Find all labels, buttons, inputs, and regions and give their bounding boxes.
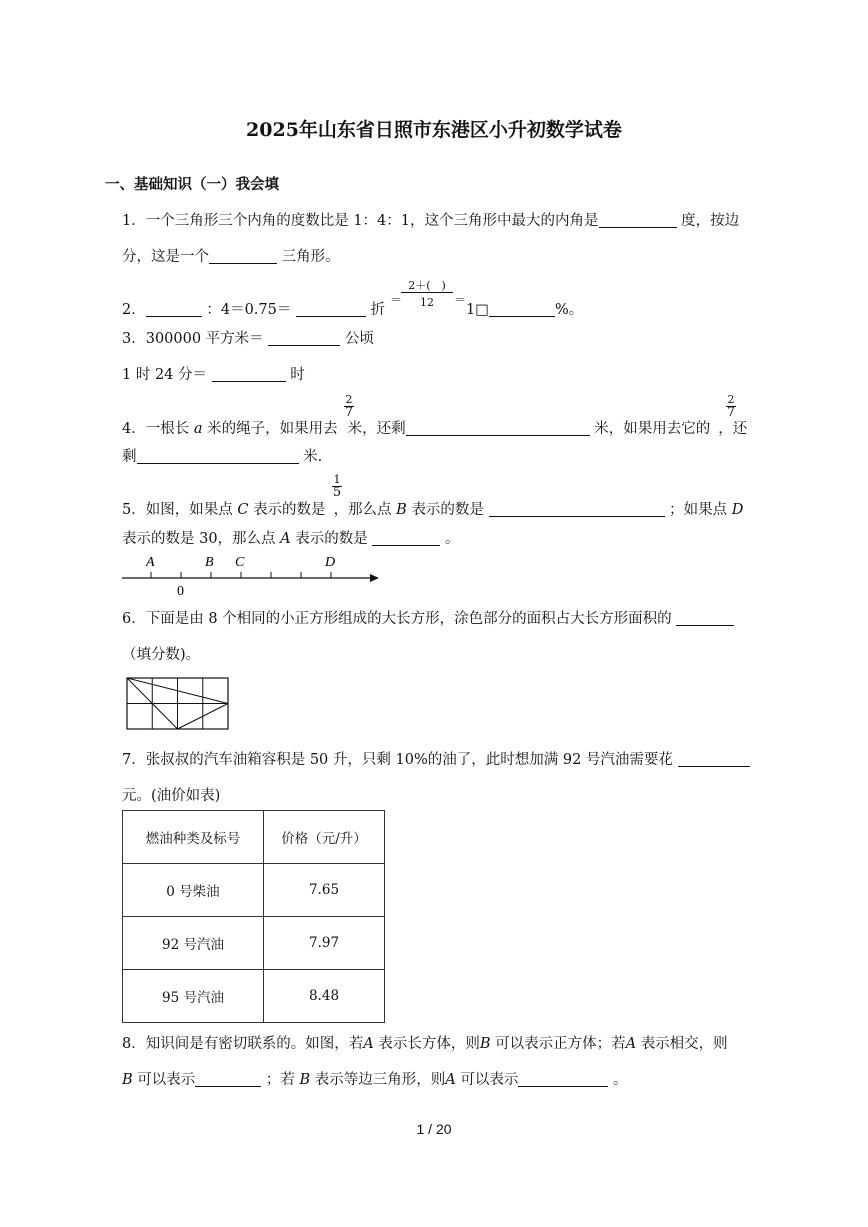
q5-var-c: C <box>237 502 249 518</box>
zero-label: 0 <box>177 584 184 599</box>
q5-fraction <box>332 474 342 499</box>
q8-blank-1[interactable] <box>195 1071 261 1087</box>
table-cell: 0 号柴油 <box>123 864 264 917</box>
q8-text-f: ；若 <box>265 1072 295 1088</box>
q2-eq-2: ＝ <box>454 293 467 307</box>
question-1-line-1 <box>122 209 739 230</box>
q1-text-b: 度，按边 <box>681 213 740 229</box>
q4-fraction-2 <box>726 394 736 419</box>
q3-blank-2[interactable] <box>212 366 286 382</box>
q8-var-b: B <box>479 1036 491 1052</box>
q5-fraction-numerator: 1 <box>333 473 341 486</box>
q2-text-b: ：4＝0.75＝ <box>206 302 292 318</box>
q3-text-b: 公顷 <box>344 331 374 347</box>
q4-text-c: 米，还剩 <box>347 421 406 437</box>
q8-text-g: 表示等边三角形，则 <box>314 1072 446 1088</box>
q8-var-a: A <box>363 1036 374 1052</box>
q5-text-g: 表示的数是 <box>295 531 368 547</box>
q2-blank-3[interactable] <box>489 301 555 317</box>
q8-var-b-2: B <box>122 1072 133 1088</box>
q2-fraction-denominator: 12 <box>420 296 434 309</box>
question-5-line-1 <box>122 498 743 519</box>
q4-text-b: 米的绳子，如果用去 <box>207 421 338 437</box>
q4-blank-1[interactable] <box>406 420 590 436</box>
q6-text-a: 6．下面是由 8 个相同的小正方形组成的大长方形，涂色部分的面积占大长方形面积的 <box>122 611 672 627</box>
q3-text-c: 1 时 24 分＝ <box>122 367 208 383</box>
q1-text-d: 三角形。 <box>281 249 340 265</box>
number-line-ticks <box>151 572 331 578</box>
point-label-b: B <box>205 555 214 570</box>
table-header-cell: 价格（元/升） <box>264 811 385 864</box>
q5-var-a: A <box>280 531 291 547</box>
q2-text-e: %。 <box>554 302 584 318</box>
page-number: 1 / 20 <box>416 1121 452 1137</box>
page-title: 2025年山东省日照市东港区小升初数学试卷 <box>246 119 622 141</box>
q8-text-b: 表示长方体，则 <box>378 1036 480 1052</box>
number-line-arrow-icon <box>370 574 379 582</box>
q4-variable-a: a <box>193 421 203 437</box>
q5-text-e: ；如果点 <box>669 502 728 518</box>
q3-text-a: 3．300000 平方米＝ <box>122 331 264 347</box>
q4-text-f: 剩 <box>122 449 137 465</box>
q5-text-f: 表示的数是 30，那么点 <box>122 531 276 547</box>
point-label-c: C <box>235 555 245 570</box>
q2-blank-1[interactable] <box>146 301 202 317</box>
q1-blank-2[interactable] <box>209 248 277 264</box>
q4-text-g: 米. <box>303 449 323 465</box>
q2-text-d: 1□ <box>466 302 489 318</box>
table-cell: 95 号汽油 <box>123 970 264 1023</box>
q1-blank-1[interactable] <box>599 212 677 228</box>
q6-text-b: （填分数)。 <box>122 647 201 663</box>
q2-text-c: 折 <box>370 302 386 318</box>
q5-fraction-denominator: 5 <box>332 485 342 500</box>
question-2 <box>122 298 385 319</box>
q2-fraction-numerator: 2＋( ) <box>408 279 446 292</box>
number-line-figure <box>118 550 388 600</box>
q2-fraction <box>401 280 453 309</box>
table-row <box>123 864 385 917</box>
q5-text-c: ，那么点 <box>333 502 392 518</box>
q4-text-e: ，还 <box>718 421 748 437</box>
question-7-line-2 <box>122 784 220 805</box>
q8-text-a: 8．知识间是有密切联系的。如图，若 <box>122 1036 364 1052</box>
question-1-line-2 <box>122 245 340 266</box>
q1-text-c: 分，这是一个 <box>122 249 209 265</box>
q8-var-a-3: A <box>445 1072 456 1088</box>
question-8-line-2 <box>122 1068 627 1089</box>
q8-text-h: 可以表示 <box>460 1072 519 1088</box>
question-4-line-1 <box>122 417 747 438</box>
question-4-line-2 <box>122 445 322 466</box>
section-heading: 一、基础知识（一）我会填 <box>105 176 279 193</box>
table-cell: 7.97 <box>264 917 385 970</box>
q8-var-a-2: A <box>625 1036 637 1052</box>
q2-eq-1: ＝ <box>390 293 403 307</box>
q4-text-a: 4．一根长 <box>122 421 190 437</box>
q5-var-b: B <box>396 502 407 518</box>
question-5-line-2 <box>122 527 459 548</box>
q4-fraction-1-denominator: 7 <box>344 405 354 420</box>
q4-fraction-1 <box>344 394 354 419</box>
q8-text-e: 可以表示 <box>137 1072 196 1088</box>
q2-text-a: 2． <box>122 302 146 318</box>
q4-fraction-2-numerator: 2 <box>727 393 735 406</box>
table-row <box>123 917 385 970</box>
q7-blank[interactable] <box>678 751 750 767</box>
q1-text-a: 1．一个三角形三个内角的度数比是 1：4：1，这个三角形中最大的内角是 <box>122 213 599 229</box>
q4-fraction-1-numerator: 2 <box>345 393 353 406</box>
table-header-row <box>123 811 385 864</box>
point-label-d: D <box>325 555 336 570</box>
q4-blank-2[interactable] <box>137 448 299 464</box>
table-cell: 7.65 <box>264 864 385 917</box>
q5-text-a: 5．如图，如果点 <box>122 502 233 518</box>
q5-text-b: 表示的数是 <box>253 502 326 518</box>
oil-price-table <box>122 810 385 1023</box>
question-3-line-2 <box>122 363 305 384</box>
q8-text-i: 。 <box>612 1072 628 1088</box>
q5-text-d: 表示的数是 <box>411 502 484 518</box>
q2-blank-2[interactable] <box>296 301 366 317</box>
q7-text-b: 元。(油价如表) <box>122 788 221 804</box>
q8-text-d: 表示相交，则 <box>640 1036 728 1052</box>
question-3-line-1 <box>122 327 374 348</box>
q8-blank-2[interactable] <box>518 1071 608 1087</box>
q4-text-d: 米，如果用去它的 <box>594 421 711 437</box>
question-8-line-1 <box>122 1032 728 1053</box>
question-6-line-1 <box>122 607 734 628</box>
question-7-line-1 <box>122 748 750 769</box>
rectangle-grid-figure <box>126 677 230 731</box>
q2-tail <box>466 298 583 319</box>
point-label-a: A <box>146 555 155 570</box>
q4-fraction-2-denominator: 7 <box>726 405 736 420</box>
q8-text-c: 可以表示正方体；若 <box>495 1036 626 1052</box>
q6-blank[interactable] <box>676 610 734 626</box>
table-row <box>123 970 385 1023</box>
q7-text-a: 7．张叔叔的汽车油箱容积是 50 升，只剩 10%的油了，此时想加满 92 号汽油需要花 <box>122 752 673 768</box>
q2-fraction-bar <box>401 292 453 293</box>
q5-var-d: D <box>731 502 744 518</box>
table-cell: 8.48 <box>264 970 385 1023</box>
question-6-line-2 <box>122 643 200 664</box>
q5-blank-2[interactable] <box>372 530 440 546</box>
q3-text-d: 时 <box>290 367 305 383</box>
q5-text-h: 。 <box>444 531 460 547</box>
q8-var-b-3: B <box>299 1072 311 1088</box>
q3-blank-1[interactable] <box>268 330 340 346</box>
table-cell: 92 号汽油 <box>123 917 264 970</box>
q5-blank-1[interactable] <box>489 501 665 517</box>
table-header-cell: 燃油种类及标号 <box>123 811 264 864</box>
